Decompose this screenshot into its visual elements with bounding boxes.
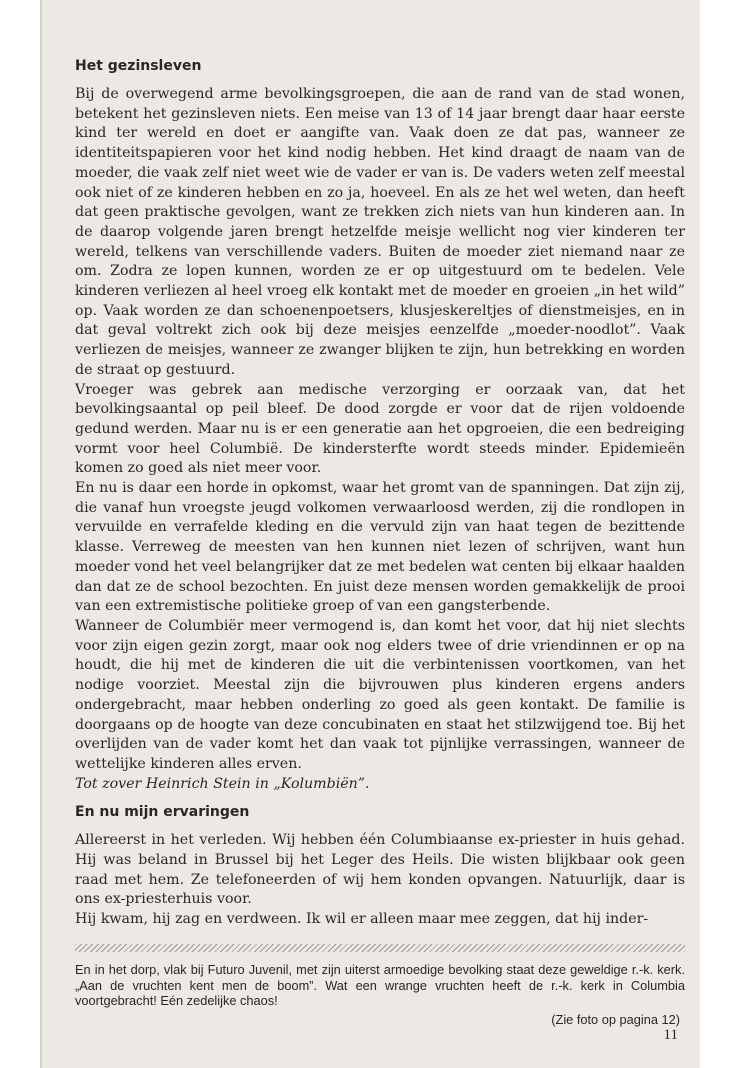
section-heading-ervaringen: En nu mijn ervaringen <box>75 804 250 821</box>
paragraph: Vroeger was gebrek aan medische verzorging er oorzaak van, dat het bevolkingsaantal op peil bleef. De dood zorgde er voor dat de rijen voldoende gedund werden. Maar nu is er een generatie aan het opgroeien, die een bedreiging vormt voor heel Columbië. De kindersterfte wordt steeds minder. Epidemieën komen zo goed als niet meer voor. <box>75 381 685 477</box>
paragraph: Allereerst in het verleden. Wij hebben één Columbiaanse ex-priester in huis gehad. Hij was beland in Brussel bij het Leger des Heils. Die wisten blijkbaar ook geen raad met hem. Ze telefoneerden of wij hem konden opvangen. Natuurlijk, daar is ons ex-priesterhuis voor. <box>75 832 685 908</box>
page-content <box>75 58 685 930</box>
book-page <box>40 0 700 1068</box>
footnote-reference: (Zie foto op pagina 12) <box>551 1012 680 1027</box>
paragraph: En nu is daar een horde in opkomst, waar het gromt van de spanningen. Dat zijn zij, die vanaf hun vroegste jeugd volkomen verwaarloosd werden, zij die rondlopen in vervuilde en verrafelde kleding en die vervuld zijn van haat tegen de bezittende klasse. Verreweg de meesten van hen kunnen niet lezen of schrijven, want hun moeder vond het veel belangrijker dat ze met bedelen wat centen bij elkaar haalden dan dat ze de school bezochten. En juist deze mensen worden gemakkelijk de prooi van een extremistische politieke groep of van een gangsterbende. <box>75 480 685 615</box>
paragraph: Wanneer de Columbiër meer vermogend is, dan komt het voor, dat hij niet slechts voor zijn eigen gezin zorgt, maar ook nog elders twee of drie vriendinnen er op na houdt, die hij met de kinderen die uit die verbintenissen voortkomen, van het nodige voorziet. Meestal zijn die bijvrouwen plus kinderen ergens anders ondergebracht, maar hebben onderling zo goed als geen kontakt. De familie is doorgaans op de hoogte van deze concubinaten en staat het stilzwijgend toe. Bij het overlijden van de vader komt het dan vaak tot pijnlijke verrassingen, wanneer de wettelijke kinderen alles erven. <box>75 617 685 772</box>
citation: Tot zover Heinrich Stein in „Kolumbiën”. <box>75 775 370 792</box>
footnote-text: En in het dorp, vlak bij Futuro Juvenil, met zijn uiterst armoedige bevolking staat deze geweldige r.-k. kerk. „Aan de vruchten kent men de boom”. Wat een wrange vruchten heeft de r.-k. kerk in Columbia voortgebracht! Eén zedelijke chaos! <box>75 962 685 1008</box>
paragraph: Hij kwam, hij zag en verdween. Ik wil er alleen maar mee zeggen, dat hij inder- <box>75 911 649 928</box>
hatched-divider <box>75 944 685 952</box>
paragraph: Bij de overwegend arme bevolkingsgroepen, die aan de rand van de stad wonen, betekent het gezinsleven niets. Een meise van 13 of 14 jaar brengt daar haar eerste kind ter wereld en doet er aangifte van. Vaak doen ze dat pas, wanneer ze identiteitspapieren voor het kind nodig hebben. Het kind draagt de naam van de moeder, die vaak zelf niet weet wie de vader er van is. De vaders weten zelf meestal ook niet of ze kinderen hebben en zo ja, hoeveel. En als ze het wel weten, dan heeft dat geen praktische gevolgen, want ze trekken zich niets van hun kinderen aan. In de daarop volgende jaren brengt hetzelfde meisje wellicht nog vier kinderen ter wereld, telkens van verschillende vaders. Buiten de moeder ziet niemand naar ze om. Zodra ze lopen kunnen, worden ze er op uitgestuurd om te bedelen. Vele kinderen verliezen al heel vroeg elk kontakt met de moeder en groeien „in het wild” op. Vaak worden ze dan schoenenpoetsers, klusjeskereltjes of dienstmeisjes, en in dat geval voltrekt zich ook bij deze meisjes eenzelfde „moeder-noodlot”. Vaak verliezen de meisjes, wanneer ze zwanger blijken te zijn, hun betrekking en worden de straat op gestuurd. <box>75 86 685 378</box>
section-heading-gezinsleven: Het gezinsleven <box>75 58 202 74</box>
page-number: 11 <box>663 1027 678 1043</box>
